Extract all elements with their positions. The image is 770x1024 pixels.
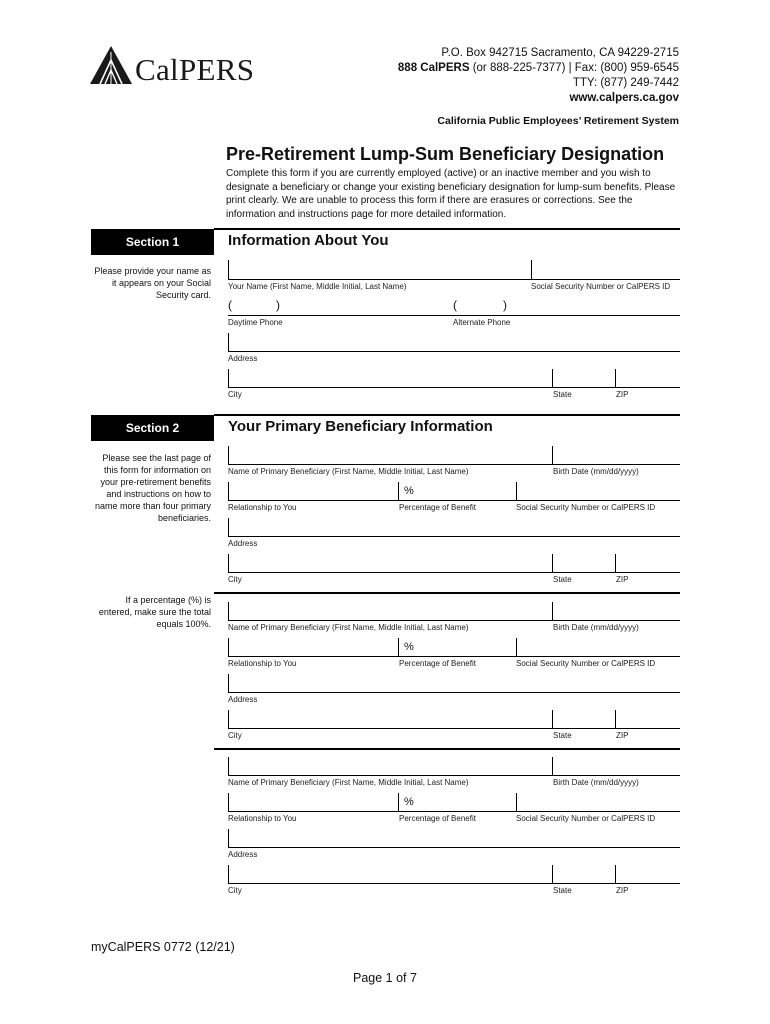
field-tick <box>228 446 229 464</box>
percent-symbol: % <box>404 485 414 497</box>
section2-title: Your Primary Beneficiary Information <box>228 418 493 435</box>
field-tick <box>552 554 553 572</box>
field-tick <box>228 369 229 387</box>
relationship-field[interactable] <box>228 656 680 657</box>
beneficiary-name-label: Name of Primary Beneficiary (First Name, Middle Initial, Last Name) <box>228 778 469 787</box>
section2-tag: Section 2 <box>91 415 214 441</box>
percent-symbol: % <box>404 796 414 808</box>
zip-label: ZIP <box>616 575 629 584</box>
city-state-zip-field[interactable] <box>228 387 680 388</box>
field-tick <box>228 602 229 620</box>
birth-date-label: Birth Date (mm/dd/yyyy) <box>553 467 639 476</box>
your-name-label: Your Name (First Name, Middle Initial, Last Name) <box>228 282 407 291</box>
daytime-phone-label: Daytime Phone <box>228 318 283 327</box>
beneficiary-city-field[interactable] <box>228 572 680 573</box>
address-label: Address <box>228 354 258 363</box>
section1-rule <box>214 228 680 230</box>
field-tick <box>228 757 229 775</box>
relationship-label: Relationship to You <box>228 503 297 512</box>
tty-line: TTY: (877) 249-7442 <box>572 77 679 89</box>
field-tick <box>615 554 616 572</box>
relationship-field[interactable] <box>228 500 680 501</box>
form-title: Pre-Retirement Lump-Sum Beneficiary Designation <box>226 144 665 164</box>
beneficiary-ssn-label: Social Security Number or CalPERS ID <box>516 659 656 668</box>
state-label: State <box>553 886 572 895</box>
city-label: City <box>228 731 242 740</box>
address-label: Address <box>228 539 258 548</box>
city-label: City <box>228 575 242 584</box>
address-label: Address <box>228 850 258 859</box>
page-number: Page 1 of 7 <box>353 971 417 985</box>
percentage-label: Percentage of Benefit <box>399 814 476 823</box>
state-label: State <box>553 575 572 584</box>
beneficiary-ssn-label: Social Security Number or CalPERS ID <box>516 503 656 512</box>
beneficiary-divider <box>214 592 680 594</box>
field-tick <box>228 260 229 279</box>
percentage-label: Percentage of Benefit <box>399 659 476 668</box>
alternate-phone-label: Alternate Phone <box>453 318 511 327</box>
field-tick <box>398 793 399 811</box>
section1-tag: Section 1 <box>91 229 214 255</box>
field-tick <box>516 482 517 500</box>
city-label: City <box>228 886 242 895</box>
beneficiary-address-field[interactable] <box>228 847 680 848</box>
state-label: State <box>553 731 572 740</box>
relationship-label: Relationship to You <box>228 814 297 823</box>
beneficiary-name-label: Name of Primary Beneficiary (First Name, Middle Initial, Last Name) <box>228 623 469 632</box>
field-tick <box>615 865 616 883</box>
beneficiary-name-field[interactable] <box>228 775 680 776</box>
zip-label: ZIP <box>616 731 629 740</box>
logo-text: CalPERS <box>135 52 255 87</box>
field-tick <box>615 710 616 728</box>
section2-rule <box>214 414 680 416</box>
field-tick <box>228 793 229 811</box>
section2-note: Please see the last page of this form for information on your pre-retirement benefits and instructions on how to name more than four primary beneficiaries. <box>94 453 211 523</box>
beneficiary-name-label: Name of Primary Beneficiary (First Name, Middle Initial, Last Name) <box>228 467 469 476</box>
percent-symbol: % <box>404 641 414 653</box>
field-tick <box>552 446 553 464</box>
beneficiary-name-field[interactable] <box>228 620 680 621</box>
beneficiary-address-field[interactable] <box>228 536 680 537</box>
contact-info <box>398 46 679 106</box>
birth-date-label: Birth Date (mm/dd/yyyy) <box>553 623 639 632</box>
field-tick <box>552 369 553 387</box>
field-tick <box>228 710 229 728</box>
beneficiary-city-field[interactable] <box>228 883 680 884</box>
phone-bold: 888 CalPERS <box>397 62 470 74</box>
relationship-field[interactable] <box>228 811 680 812</box>
city-label: City <box>228 390 242 399</box>
calpers-logo-icon <box>88 44 134 88</box>
beneficiary-divider <box>214 748 680 750</box>
section1-note: Please provide your name as it appears on your Social Security card. <box>94 266 211 300</box>
org-name: California Public Employees’ Retirement System <box>437 115 679 127</box>
field-tick <box>552 865 553 883</box>
field-tick <box>552 602 553 620</box>
website-link[interactable]: www.calpers.ca.gov <box>569 92 679 104</box>
field-tick <box>228 829 229 847</box>
birth-date-label: Birth Date (mm/dd/yyyy) <box>553 778 639 787</box>
field-tick <box>516 638 517 656</box>
phone-line <box>398 61 679 76</box>
area-code-open: ( <box>453 298 457 312</box>
address-field[interactable] <box>228 351 680 352</box>
beneficiary-ssn-label: Social Security Number or CalPERS ID <box>516 814 656 823</box>
state-label: State <box>553 390 572 399</box>
field-tick <box>398 482 399 500</box>
field-tick <box>516 793 517 811</box>
relationship-label: Relationship to You <box>228 659 297 668</box>
area-code-open: ( <box>228 298 232 312</box>
field-tick <box>228 865 229 883</box>
field-tick <box>398 638 399 656</box>
beneficiary-address-field[interactable] <box>228 692 680 693</box>
field-tick <box>228 518 229 536</box>
form-intro: Complete this form if you are currently employed (active) or an inactive member and you wish to designate a beneficiary or change your existing beneficiary designation for lump-sum benefits. Please print clearly. We are unable to process this form if there are erasures or corrections. See the information and instructions page for more detailed information. <box>226 168 676 220</box>
field-tick <box>228 554 229 572</box>
area-code-close: ) <box>503 298 507 312</box>
section1-title: Information About You <box>228 232 389 249</box>
area-code-close: ) <box>276 298 280 312</box>
beneficiary-city-field[interactable] <box>228 728 680 729</box>
percentage-note: If a percentage (%) is entered, make sure the total equals 100%. <box>98 595 211 629</box>
field-tick <box>228 638 229 656</box>
field-tick <box>552 757 553 775</box>
your-name-field[interactable] <box>228 279 680 280</box>
field-tick <box>228 674 229 692</box>
field-tick <box>552 710 553 728</box>
field-tick <box>228 482 229 500</box>
field-tick <box>228 333 229 351</box>
beneficiary-name-field[interactable] <box>228 464 680 465</box>
mailing-address: P.O. Box 942715 Sacramento, CA 94229-2715 <box>441 47 679 59</box>
field-tick <box>615 369 616 387</box>
zip-label: ZIP <box>616 390 629 399</box>
ssn-label: Social Security Number or CalPERS ID <box>531 282 671 291</box>
form-code: myCalPERS 0772 (12/21) <box>91 940 235 954</box>
field-tick <box>531 260 532 279</box>
zip-label: ZIP <box>616 886 629 895</box>
phone-rest: (or 888-225-7377) | Fax: (800) 959-6545 <box>469 62 679 74</box>
phone-field[interactable] <box>228 315 680 316</box>
percentage-label: Percentage of Benefit <box>399 503 476 512</box>
address-label: Address <box>228 695 258 704</box>
